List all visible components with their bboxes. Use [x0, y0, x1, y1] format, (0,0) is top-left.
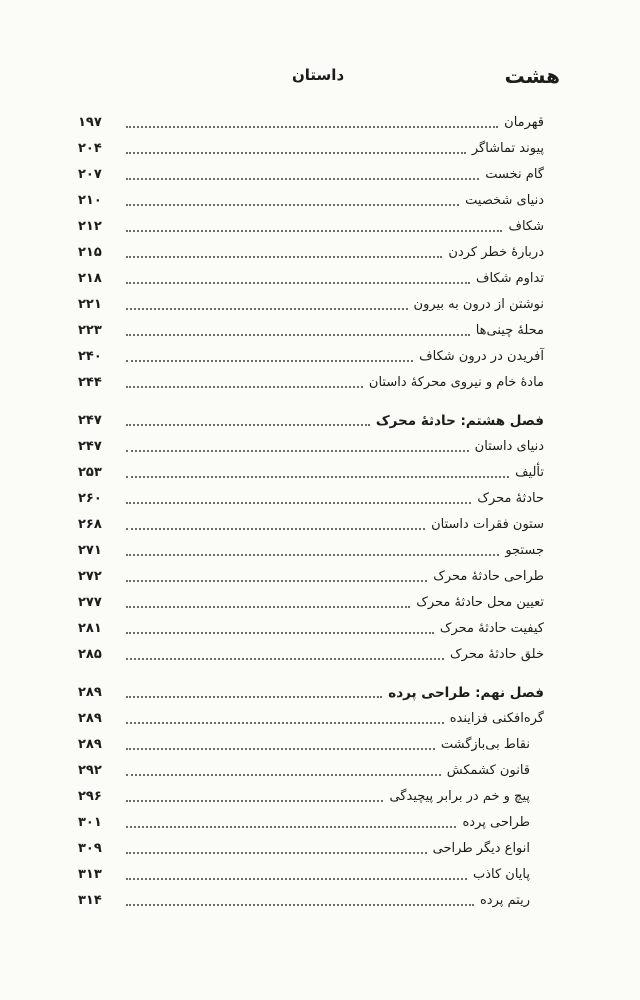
dot-leader [126, 722, 444, 724]
toc-entry-title: پیوند تماشاگر [471, 141, 544, 156]
toc-chapter-row [78, 406, 544, 432]
toc-page-number: ۲۷۷ [78, 595, 102, 610]
toc-entry-row [78, 134, 544, 160]
dot-leader [126, 632, 434, 634]
toc-page-number: ۲۸۹ [78, 685, 102, 700]
toc-entry-row [78, 834, 544, 860]
toc-page-number: ۲۴۷ [78, 439, 102, 454]
toc-entry-row [78, 290, 544, 316]
toc-entry-title: نوشتن از درون به بیرون [413, 297, 544, 312]
toc-page-number: ۱۹۷ [78, 115, 102, 130]
toc-entry-row [78, 264, 544, 290]
toc-page-number: ۲۱۲ [78, 219, 102, 234]
toc-entry-row [78, 886, 544, 912]
toc-page-number: ۲۸۹ [78, 737, 102, 752]
toc-entry-title: مادهٔ خام و نیروی محرکهٔ داستان [368, 375, 544, 390]
toc-entry-row [78, 432, 544, 458]
toc-page-number: ۲۹۶ [78, 789, 102, 804]
toc-entry-title: دربارهٔ خطر کردن [448, 245, 544, 260]
toc-entry-row [78, 614, 544, 640]
dot-leader [126, 360, 413, 362]
dot-leader [126, 696, 382, 698]
table-of-contents [78, 108, 544, 912]
toc-entry-title: محلهٔ چینی‌ها [475, 323, 544, 338]
toc-entry-row [78, 640, 544, 666]
dot-leader [126, 748, 435, 750]
dot-leader [126, 580, 427, 582]
toc-entry-title: ریتم پرده [480, 893, 530, 908]
toc-entry-title: نقاط بی‌بازگشت [440, 737, 530, 752]
dot-leader [126, 658, 444, 660]
toc-entry-title: قانون کشمکش [446, 763, 530, 778]
toc-entry-title: تداوم شکاف [475, 271, 544, 286]
toc-entry-title: طراحی حادثهٔ محرک [433, 569, 544, 584]
toc-entry-row [78, 510, 544, 536]
toc-page-number: ۲۴۴ [78, 375, 102, 390]
dot-leader [126, 502, 471, 504]
toc-page-number: ۲۷۱ [78, 543, 102, 558]
toc-entry-title: گام نخست [485, 167, 544, 182]
toc-page-number: ۲۸۹ [78, 711, 102, 726]
toc-entry-title: گره‌افکنی فزاینده [449, 711, 544, 726]
dot-leader [126, 126, 498, 128]
toc-entry-row [78, 342, 544, 368]
dot-leader [126, 904, 474, 906]
toc-entry-title: دنیای داستان [474, 439, 544, 454]
toc-entry-title: انواع دیگر طراحی [432, 841, 530, 856]
toc-entry-row [78, 562, 544, 588]
toc-page-number: ۲۲۳ [78, 323, 102, 338]
dot-leader [126, 450, 469, 452]
toc-entry-row [78, 238, 544, 264]
toc-entry-row [78, 108, 544, 134]
toc-entry-row [78, 588, 544, 614]
toc-entry-title: دنیای شخصیت [465, 193, 544, 208]
toc-entry-title: پایان کاذب [472, 867, 530, 882]
dot-leader [126, 476, 509, 478]
toc-entry-row [78, 704, 544, 730]
toc-page-number: ۲۱۸ [78, 271, 102, 286]
dot-leader [126, 152, 466, 154]
dot-leader [126, 606, 410, 608]
toc-page-number: ۲۹۲ [78, 763, 102, 778]
toc-page-number: ۲۸۵ [78, 647, 102, 662]
dot-leader [126, 424, 370, 426]
toc-entry-row [78, 316, 544, 342]
dot-leader [126, 178, 479, 180]
toc-chapter-row [78, 678, 544, 704]
toc-chapter-title: فصل هشتم: حادثهٔ محرک [375, 413, 544, 429]
toc-entry-title: قهرمان [504, 115, 544, 130]
toc-entry-title: پیچ و خم در برابر پیچیدگی [389, 789, 530, 804]
dot-leader [126, 528, 425, 530]
toc-page-number: ۳۱۳ [78, 867, 102, 882]
toc-entry-row [78, 484, 544, 510]
toc-entry-row [78, 212, 544, 238]
toc-entry-row [78, 458, 544, 484]
toc-page-number: ۲۱۵ [78, 245, 102, 260]
toc-page-number: ۲۰۴ [78, 141, 102, 156]
toc-entry-title: آفریدن در درون شکاف [419, 349, 544, 364]
toc-page-number: ۳۰۹ [78, 841, 102, 856]
toc-entry-row [78, 160, 544, 186]
toc-entry-title: جستجو [505, 543, 544, 558]
toc-entry-title: خلق حادثهٔ محرک [450, 647, 544, 662]
toc-entry-title: تعیین محل حادثهٔ محرک [416, 595, 544, 610]
toc-page-number: ۲۲۱ [78, 297, 102, 312]
toc-page-number: ۲۶۸ [78, 517, 102, 532]
toc-entry-row [78, 756, 544, 782]
toc-entry-title: ستون فقرات داستان [431, 517, 544, 532]
toc-entry-row [78, 186, 544, 212]
toc-page-number: ۲۰۷ [78, 167, 102, 182]
toc-page-number: ۳۱۴ [78, 893, 102, 908]
dot-leader [126, 308, 408, 310]
toc-page-number: ۲۴۰ [78, 349, 102, 364]
dot-leader [126, 878, 467, 880]
toc-entry-title: کیفیت حادثهٔ محرک [439, 621, 544, 636]
dot-leader [126, 204, 459, 206]
toc-entry-title: تألیف [515, 465, 544, 480]
page-header [0, 60, 640, 90]
toc-entry-title: شکاف [508, 219, 544, 234]
page-number-label: هشت [504, 64, 560, 88]
toc-entry-row [78, 782, 544, 808]
toc-entry-title: حادثهٔ محرک [477, 491, 544, 506]
dot-leader [126, 386, 363, 388]
toc-entry-title: طراحی پرده [462, 815, 530, 830]
dot-leader [126, 800, 383, 802]
dot-leader [126, 256, 442, 258]
dot-leader [126, 826, 456, 828]
running-title: داستان [292, 66, 345, 84]
toc-entry-row [78, 368, 544, 394]
toc-entry-row [78, 536, 544, 562]
toc-page-number: ۲۷۲ [78, 569, 102, 584]
toc-entry-row [78, 730, 544, 756]
toc-entry-row [78, 860, 544, 886]
toc-page-number: ۲۱۰ [78, 193, 102, 208]
dot-leader [126, 554, 499, 556]
toc-page-number: ۲۵۳ [78, 465, 102, 480]
dot-leader [126, 852, 427, 854]
toc-entry-row [78, 808, 544, 834]
dot-leader [126, 230, 502, 232]
dot-leader [126, 282, 470, 284]
toc-page-number: ۲۶۰ [78, 491, 102, 506]
dot-leader [126, 334, 470, 336]
toc-page-number: ۲۸۱ [78, 621, 102, 636]
toc-chapter-title: فصل نهم: طراحی پرده [388, 685, 544, 701]
dot-leader [126, 774, 441, 776]
toc-page-number: ۲۴۷ [78, 413, 102, 428]
toc-page-number: ۳۰۱ [78, 815, 102, 830]
